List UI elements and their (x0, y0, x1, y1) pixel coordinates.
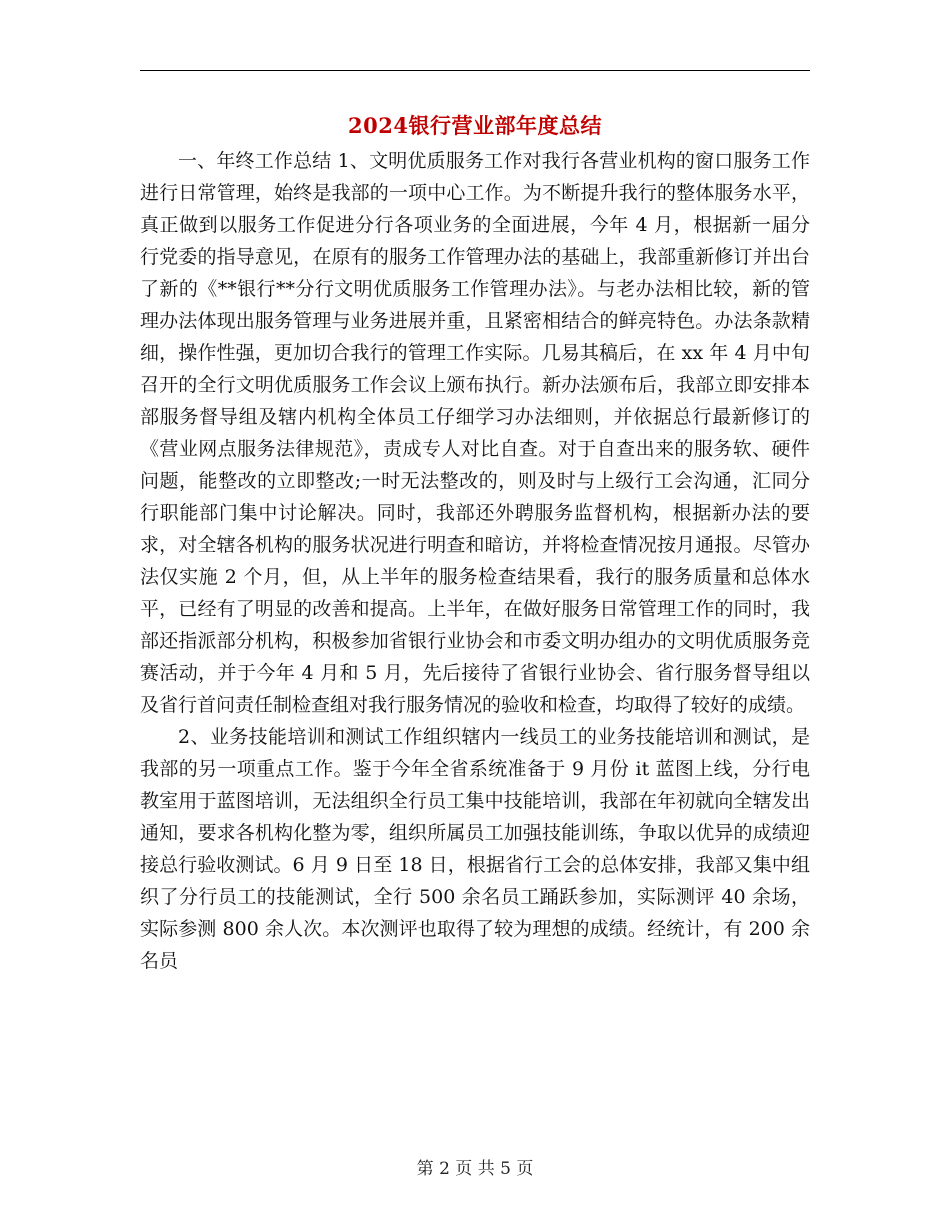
header-rule (140, 70, 810, 71)
paragraph-skill-training: 2、业务技能培训和测试工作组织辖内一线员工的业务技能培训和测试，是我部的另一项重点工作。鉴于今年全省系统准备于 9 月份 it 蓝图上线，分行电教室用于蓝图培训，无法组织全行员工集中技能培训，我部在年初就向全辖发出通知，要求各机构化整为零，组织所属员工加强技能训练，争取以优异的成绩迎接总行验收测试。6 月 9 日至 18 日，根据省行工会的总体安排，我部又集中组织了分行员工的技能测试，全行 500 余名员工踊跃参加，实际测评 40 余场，实际参测 800 余人次。本次测评也取得了较为理想的成绩。经统计，有 200 余名员 (140, 726, 810, 972)
page-number: 第 2 页 共 5 页 (416, 1159, 534, 1179)
document-title: 2024银行营业部年度总结 (348, 113, 602, 138)
paragraph-service-work: 一、年终工作总结 1、文明优质服务工作对我行各营业机构的窗口服务工作进行日常管理，始终是我部的一项中心工作。为不断提升我行的整体服务水平，真正做到以服务工作促进分行各项业务的全面进展，今年 4 月，根据新一届分行党委的指导意见，在原有的服务工作管理办法的基础上，我部重新修订并出台了新的《**银行**分行文明优质服务工作管理办法》。与老办法相比较，新的管理办法体现出服务管理与业务进展并重，且紧密相结合的鲜亮特色。办法条款精细，操作性强，更加切合我行的管理工作实际。几易其稿后，在 xx 年 4 月中旬召开的全行文明优质服务工作会议上颁布执行。新办法颁布后，我部立即安排本部服务督导组及辖内机构全体员工仔细学习办法细则，并依据总行最新修订的《营业网点服务法律规范》，责成专人对比自查。对于自查出来的服务软、硬件问题，能整改的立即整改;一时无法整改的，则及时与上级行工会沟通，汇同分行职能部门集中讨论解决。同时，我部还外聘服务监督机构，根据新办法的要求，对全辖各机构的服务状况进行明查和暗访，并将检查情况按月通报。尽管办法仅实施 2 个月，但，从上半年的服务检查结果看，我行的服务质量和总体水平，已经有了明显的改善和提高。上半年，在做好服务日常管理工作的同时，我部还指派部分机构，积极参加省银行业协会和市委文明办组办的文明优质服务竞赛活动，并于今年 4 月和 5 月，先后接待了省银行业协会、省行服务督导组以及省行首问责任制检查组对我行服务情况的验收和检查，均取得了较好的成绩。 (140, 150, 810, 716)
document-body (140, 145, 810, 977)
